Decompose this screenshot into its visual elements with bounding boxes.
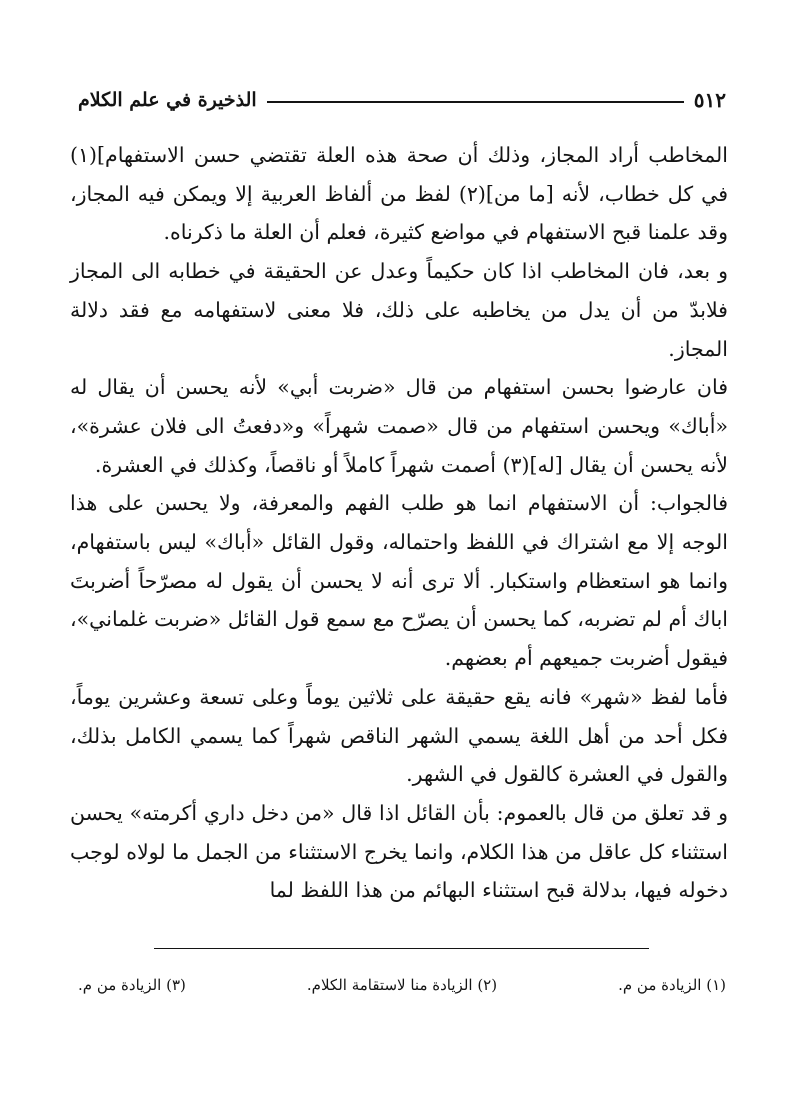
- paragraph: و قد تعلق من قال بالعموم: بأن القائل اذا قال «من دخل داري أكرمته» يحسن استثناء كل عاقل من هذا الكلام، وانما يخرج الاستثناء من الجمل ما لولاه لوجب دخوله فيها، بدلالة قبح استثناء البهائم من هذا اللفظ لما: [70, 800, 728, 903]
- page-header: [78, 82, 726, 118]
- footnote-1: (١) الزيادة من م.: [618, 976, 726, 994]
- footnote-2: (٢) الزيادة منا لاستقامة الكلام.: [306, 976, 498, 994]
- paragraph: المخاطب أراد المجاز، وذلك أن صحة هذه العلة تقتضي حسن الاستفهام](١) في كل خطاب، لأنه [ما من](٢) لفظ من ألفاظ العربية إلا ويمكن فيه المجاز، وقد علمنا قبح الاستفهام في مواضع كثيرة، فعلم أن العلة ما ذكرناه.: [70, 143, 728, 245]
- paragraph: و بعد، فان المخاطب اذا كان حكيماً وعدل عن الحقيقة في خطابه الى المجاز فلابدّ من أن يدل من يخاطبه على ذلك، فلا معنى لاستفهامه مع فقد دلالة المجاز.: [70, 259, 728, 361]
- paragraph: فان عارضوا بحسن استفهام من قال «ضربت أبي» لأنه يحسن أن يقال له «أباك» ويحسن استفهام من قال «صمت شهراً» و«دفعتُ الى فلان عشرة»، لأنه يحسن أن يقال [له](٣) أصمت شهراً كاملاً أو ناقصاً، وكذلك في العشرة.: [70, 375, 728, 477]
- paragraph: فأما لفظ «شهر» فانه يقع حقيقة على ثلاثين يوماً وعلى تسعة وعشرين يوماً، فكل أحد من أهل اللغة يسمي الشهر الناقص شهراً كما يسمي الكامل بذلك، والقول في العشرة كالقول في الشهر.: [70, 684, 728, 787]
- page-number: ٥١٢: [693, 88, 726, 112]
- running-title: الذخيرة في علم الكلام: [78, 89, 257, 111]
- footnote-separator: [154, 948, 649, 949]
- footnotes: [78, 972, 726, 998]
- paragraph: فالجواب: أن الاستفهام انما هو طلب الفهم والمعرفة، ولا يحسن على هذا الوجه إلا مع اشتراك في اللفظ واحتماله، وقول القائل «أباك» ليس باستفهام، وانما هو استعظام واستكبار. ألا ترى أنه لا يحسن أن يقول له مصرّحاً أضربتَ اباك أم لم تضربه، كما يحسن أن يصرّح مع سمع قول القائل «ضربت غلماني»، فيقول أضربت جميعهم أم بعضهم.: [70, 491, 728, 671]
- footnote-3: (٣) الزيادة من م.: [78, 976, 186, 994]
- main-text: [70, 136, 728, 910]
- header-rule: [267, 101, 684, 103]
